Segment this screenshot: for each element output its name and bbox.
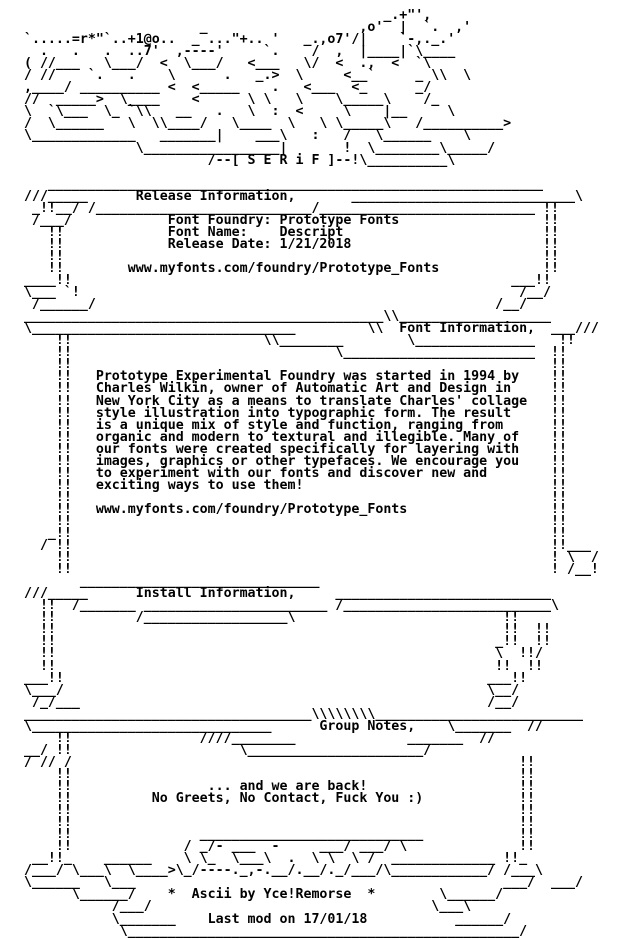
nfo-ascii-art: _.+"', _ ,o' | `. ,' `.....=r*"`..+1@o.. _ ..."+.. ' _.,o7'/| `-,._.' . . . ..7' ,----' `. / , |____|`\____ ( //___ \___/ < \___/ <___ \/ < ., < `\ / // `. . \ . _.> \ <__` _ \\ \ ,____/ __________ < <_____ . <___ <_ _/ // _____> \____ < \ \ \ \_____\ /_ \ `\___ \_ `\\ __ . \ : < \ |__ \ / \______ \ \\____/ \____ \ \ \_____\ /__________> \_____________ _______| ___\ : / \______ \ \_________________| ! \________\_____/ /--[ S E R i F ]--!\__________\ ______________________________________________________________ ///_____ Release Information, ____________________________\ _!!__/ /___________________________/___________________________ !! /___/ Font Foundry: Prototype Fonts !! !! Font Name: Descript !! !! Release Date: 1/21/2018 !! !! !! !! www.myfonts.com/foundry/Prototype_Fonts !! ____!! ___!! \___ `! /__/ /______/ /__/ _____________________________________________\\___________________ \_________________________________ \\ Font Information, ___/// !! \\________ \_______________ !! !! \________________________ !! !! !! !! Prototype Experimental Foundry was started in 1994 by !! !! Charles Wilkin, owner of Automatic Art and Design in !! !! New York City as a means to translate Charles' collage !! !! style illustration into typographic form. The result !! !! is a unique mix of style and function, ranging from !! !! organic and modern to textural and illegible. Many of !! !! our fonts were created specifically for layering with !! !! images, graphics or other typefaces. We encourage you !! !! to experiment with our fonts and discover new and !! !! exciting ways to use them! !! !! !! !! www.myfonts.com/foundry/Prototype_Fonts !! !! !! _!! !! / !! !!___ !! ! \ / !! ! /__! ______________________________ ///_____ Install Information, ___________________________ !! /_______ _______________________ /__________________________\ !! /__________________\ !! !! !! !! !! _!! !! !! \ !!/ !! !! !! ___!! ___!! \___/ \__/ /_/___ /__/ ____________________________________\\\\\\\\__________________________ \______________________________ Group Notes, \_______ // !! ////________ _______ // __/ !! \______________________/ / // / !! !! !! !! ... and we are back! !! !! No Greets, No Contact, Fuck You :) !! !! !! !! !! !! ____________________________ !! !! / _/- ___ - ___/ ___/ \ !! __!!_ ______ \ \_ \___\ . \ \ \ / _____________ !!_ /___/ \___\ \____>\_/----._,-.__/.__/._/___/\____________/ /___\ \______ \___ ___/ ___/ \______/ * Ascii by Yce!Remorse * \______/ /___/ \___\ \_______ Last mod on 17/01/18 ______/ \_________________________________________________/ xyxy=(23,8,599,939)
